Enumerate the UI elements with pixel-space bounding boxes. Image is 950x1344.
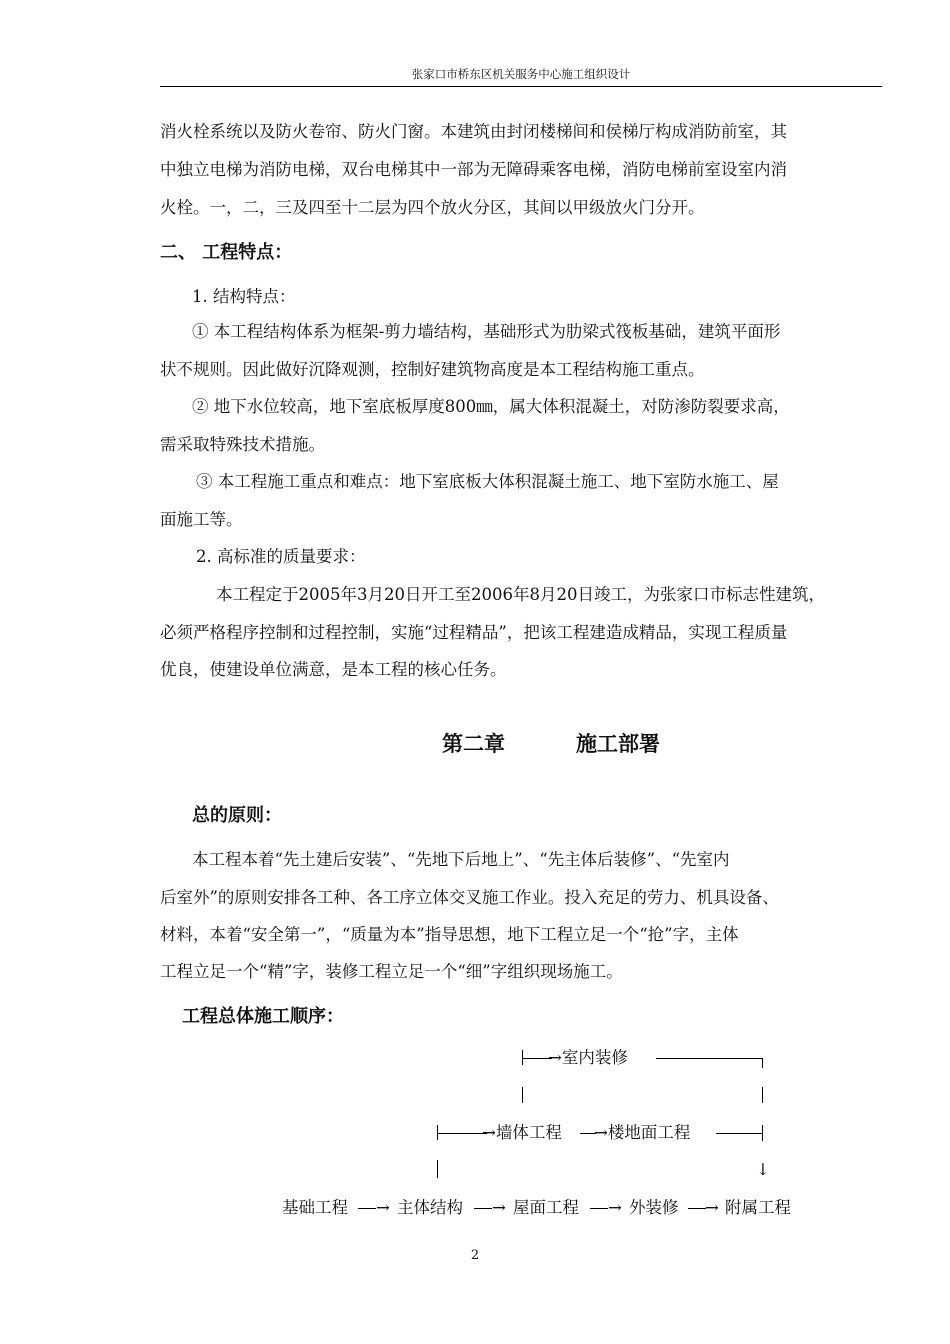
flow-node-roofing: 屋面工程 [513, 1198, 579, 1217]
intro-line-1: 消火栓系统以及防火卷帘、防火门窗。本建筑由封闭楼梯间和侯梯厅构成消防前室，其 [160, 122, 787, 141]
down-arrow: ↓ [756, 1160, 770, 1179]
page-header: 张家口市桥东区机关服务中心施工组织设计 [411, 67, 631, 81]
connector [590, 1208, 608, 1209]
section-heading: 二、 工程特点： [160, 242, 293, 263]
principle-line-2: 后室外”的原则安排各工种、各工序立体交叉施工作业。投入充足的劳力、机具设备、 [160, 888, 779, 907]
flow-node-ancillary-works: 附属工程 [725, 1198, 791, 1217]
quality-line-3: 优良，使建设单位满意，是本工程的核心任务。 [160, 660, 507, 679]
subheading-structure: 1. 结构特点： [192, 287, 296, 306]
flow-node-foundation: 基础工程 [282, 1198, 348, 1217]
connector [656, 1058, 763, 1059]
principle-line-3: 材料，本着“安全第一”，“质量为本”指导思想，地下工程立足一个“抢”字，主体 [160, 925, 739, 944]
arrow: → [608, 1198, 622, 1217]
flow-node-exterior-finish: 外装修 [629, 1198, 679, 1217]
principle-line-4: 工程立足一个“精”字，装修工程立足一个“细”字组织现场施工。 [160, 962, 623, 981]
connector [762, 1087, 763, 1103]
principle-heading: 总的原则： [192, 805, 282, 826]
item-3-line-1: ③ 本工程施工重点和难点：地下室底板大体积混凝土施工、地下室防水施工、屋 [196, 472, 779, 491]
connector [716, 1133, 762, 1134]
chapter-number: 第二章 [442, 731, 505, 756]
item-3-line-2: 面施工等。 [160, 510, 243, 529]
connector [474, 1208, 492, 1209]
item-2-line-1: ② 地下水位较高，地下室底板厚度800㎜，属大体积混凝土，对防渗防裂要求高， [192, 397, 790, 416]
item-1-line-2: 状不规则。因此做好沉降观测，控制好建筑物高度是本工程结构施工重点。 [160, 360, 705, 379]
connector [762, 1058, 763, 1068]
connector [358, 1208, 376, 1209]
connector [437, 1133, 487, 1134]
flow-node-interior-finish: →室内装修 [548, 1048, 628, 1067]
arrow: → [376, 1198, 390, 1217]
connector [762, 1125, 763, 1141]
chapter-title: 施工部署 [576, 731, 660, 756]
arrow: → [705, 1198, 719, 1217]
page-number: 2 [470, 1248, 480, 1263]
intro-line-2: 中独立电梯为消防电梯，双台电梯其中一部为无障碍乘客电梯，消防电梯前室设室内消 [160, 160, 787, 179]
flow-node-floor-works: →楼地面工程 [594, 1123, 691, 1142]
flow-node-main-structure: 主体结构 [397, 1198, 463, 1217]
sequence-heading: 工程总体施工顺序： [182, 1006, 344, 1027]
principle-line-1: 本工程本着“先土建后安装”、“先地下后地上”、“先主体后装修”、“先室内 [192, 850, 730, 869]
flow-node-wall-works: →墙体工程 [482, 1123, 562, 1142]
connector [522, 1087, 523, 1103]
intro-line-3: 火栓。一，二，三及四至十二层为四个放火分区，其间以甲级放火门分开。 [160, 198, 705, 217]
connector [437, 1160, 438, 1178]
subheading-quality: 2. 高标准的质量要求： [196, 547, 366, 566]
connector [688, 1208, 706, 1209]
arrow: → [492, 1198, 506, 1217]
item-2-line-2: 需采取特殊技术措施。 [160, 435, 325, 454]
header-rule [160, 86, 882, 87]
quality-line-2: 必须严格程序控制和过程控制，实施“过程精品”，把该工程建造成精品，实现工程质量 [160, 623, 788, 642]
item-1-line-1: ① 本工程结构体系为框架-剪力墙结构，基础形式为肋梁式筏板基础，建筑平面形 [192, 322, 781, 341]
quality-line-1: 本工程定于2005年3月20日开工至2006年8月20日竣工，为张家口市标志性建筑， [216, 585, 825, 604]
